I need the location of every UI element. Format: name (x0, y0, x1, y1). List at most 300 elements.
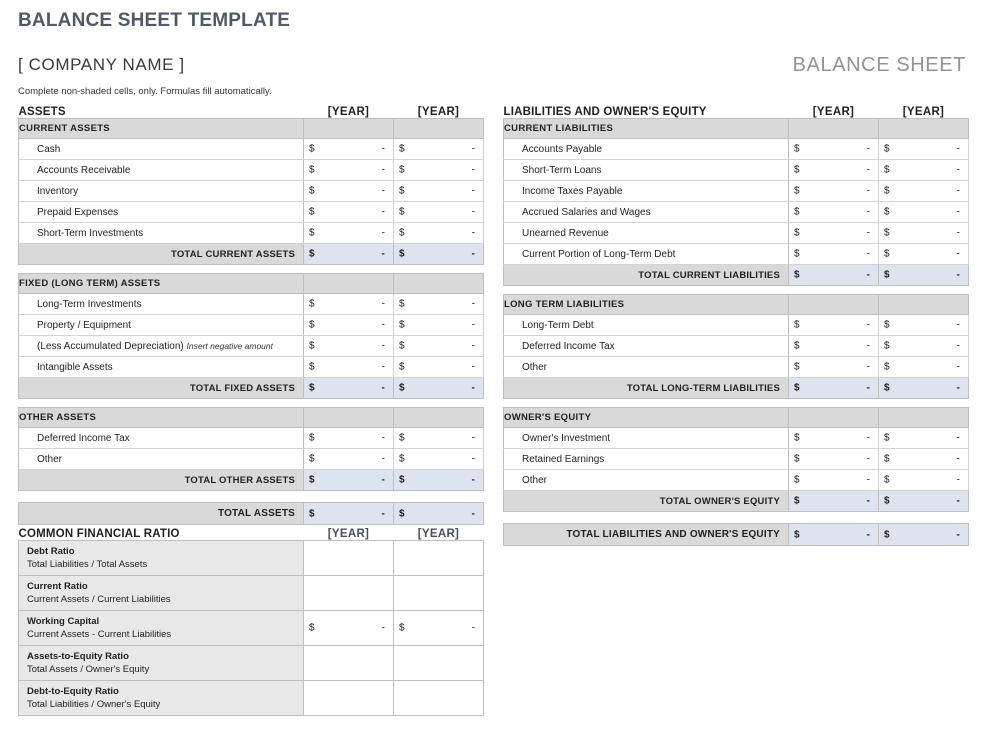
currency-symbol: $ (399, 622, 405, 634)
currency-symbol: $ (309, 319, 315, 331)
ratio-value-year2[interactable] (394, 611, 484, 646)
table-row (504, 244, 969, 265)
amount-value: - (381, 382, 385, 394)
table-row (19, 357, 484, 378)
row-label: Inventory (19, 181, 304, 202)
amount-cell-year1[interactable] (789, 449, 879, 470)
subtotal-row (504, 491, 969, 512)
table-row (19, 315, 484, 336)
amount-cell-year2[interactable] (879, 160, 969, 181)
ratio-formula: Total Liabilities / Owner's Equity (27, 699, 161, 710)
currency-symbol: $ (884, 164, 890, 176)
table-row (504, 449, 969, 470)
amount-cell-year1[interactable] (789, 202, 879, 223)
grand-total-label: TOTAL LIABILITIES AND OWNER'S EQUITY (504, 524, 789, 546)
amount-cell-year1[interactable] (789, 139, 879, 160)
subtotal-label: TOTAL FIXED ASSETS (19, 378, 304, 399)
ratios-heading: COMMON FINANCIAL RATIO (18, 528, 180, 540)
ratio-formula: Current Assets / Current Liabilities (27, 594, 171, 605)
subtotal-row (19, 244, 484, 265)
instructions-note: Complete non-shaded cells, only. Formulas fill automatically. (18, 86, 272, 97)
amount-cell-year2[interactable] (394, 315, 484, 336)
subtotal-year2 (879, 491, 969, 512)
amount-value: - (381, 319, 385, 331)
table-row (19, 202, 484, 223)
currency-symbol: $ (794, 269, 800, 281)
currency-symbol: $ (309, 248, 315, 260)
liabilities-year1-header: [YEAR] (812, 106, 855, 118)
currency-symbol: $ (399, 319, 405, 331)
section-spacer (304, 408, 394, 428)
table-row (19, 336, 484, 357)
currency-symbol: $ (309, 622, 315, 634)
table-row (504, 181, 969, 202)
section-spacer (879, 119, 969, 139)
currency-symbol: $ (309, 382, 315, 394)
amount-value: - (381, 453, 385, 465)
amount-value: - (866, 361, 870, 373)
amount-value: - (956, 432, 960, 444)
ratio-name: Debt-to-Equity Ratio (27, 686, 119, 697)
table-row (504, 223, 969, 244)
ratio-name: Debt Ratio (27, 546, 75, 557)
ratios-header-row (19, 528, 484, 541)
subtotal-label: TOTAL CURRENT LIABILITIES (504, 265, 789, 286)
currency-symbol: $ (884, 474, 890, 486)
amount-value: - (956, 185, 960, 197)
amount-cell-year1[interactable] (789, 244, 879, 265)
table-row (19, 541, 484, 576)
amount-value: - (381, 361, 385, 373)
ratio-formula: Current Assets - Current Liabilities (27, 629, 172, 640)
amount-value: - (956, 495, 960, 507)
amount-cell-year1[interactable] (789, 315, 879, 336)
ratio-name: Current Ratio (27, 581, 88, 592)
ratio-value-year2[interactable] (394, 541, 484, 576)
amount-cell-year1[interactable] (304, 160, 394, 181)
row-spacer (504, 399, 969, 408)
currency-symbol: $ (794, 185, 800, 197)
row-label: Other (504, 357, 789, 378)
amount-cell-year1[interactable] (789, 470, 879, 491)
amount-cell-year1[interactable] (304, 202, 394, 223)
currency-symbol: $ (884, 185, 890, 197)
amount-value: - (471, 227, 475, 239)
total-liabilities-equity-table (503, 523, 969, 546)
amount-value: - (471, 432, 475, 444)
currency-symbol: $ (399, 508, 405, 519)
amount-value: - (866, 319, 870, 331)
currency-symbol: $ (309, 164, 315, 176)
section-title: CURRENT LIABILITIES (504, 119, 789, 139)
amount-cell-year1[interactable] (304, 139, 394, 160)
amount-value: - (471, 206, 475, 218)
currency-symbol: $ (794, 206, 800, 218)
table-row (504, 160, 969, 181)
amount-cell-year1[interactable] (304, 223, 394, 244)
amount-cell-year2[interactable] (394, 181, 484, 202)
currency-symbol: $ (884, 269, 890, 281)
ratios-year2-header: [YEAR] (417, 528, 460, 540)
amount-cell-year1[interactable] (304, 294, 394, 315)
currency-symbol: $ (884, 319, 890, 331)
subtotal-year1 (789, 491, 879, 512)
currency-symbol: $ (794, 361, 800, 373)
currency-symbol: $ (399, 298, 405, 310)
row-label: Deferred Income Tax (504, 336, 789, 357)
row-label: Accounts Payable (504, 139, 789, 160)
section-title: OWNER'S EQUITY (504, 408, 789, 428)
section-spacer (394, 119, 484, 139)
amount-value: - (956, 340, 960, 352)
amount-value: - (866, 474, 870, 486)
assets-year2-header: [YEAR] (417, 106, 460, 118)
table-row (19, 576, 484, 611)
amount-value: - (956, 248, 960, 260)
row-label: Long-Term Debt (504, 315, 789, 336)
currency-symbol: $ (794, 340, 800, 352)
amount-cell-year2[interactable] (879, 244, 969, 265)
section-header-row (504, 295, 969, 315)
currency-symbol: $ (884, 495, 890, 507)
amount-cell-year2[interactable] (394, 139, 484, 160)
grand-total-year2 (879, 524, 969, 546)
table-row (504, 336, 969, 357)
amount-cell-year2[interactable] (394, 223, 484, 244)
amount-value: - (866, 248, 870, 260)
currency-symbol: $ (884, 382, 890, 394)
currency-symbol: $ (884, 453, 890, 465)
subtotal-label: TOTAL CURRENT ASSETS (19, 244, 304, 265)
section-title: CURRENT ASSETS (19, 119, 304, 139)
subtotal-row (19, 470, 484, 491)
ratio-value-year1[interactable] (304, 646, 394, 681)
currency-symbol: $ (309, 143, 315, 155)
amount-cell-year1[interactable] (789, 181, 879, 202)
amount-cell-year2[interactable] (879, 315, 969, 336)
currency-symbol: $ (884, 248, 890, 260)
subtotal-year1 (789, 265, 879, 286)
amount-value: - (471, 164, 475, 176)
amount-value: - (956, 143, 960, 155)
subtotal-year1 (304, 244, 394, 265)
amount-value: - (471, 382, 475, 394)
subtotal-year2 (879, 265, 969, 286)
amount-cell-year2[interactable] (394, 428, 484, 449)
currency-symbol: $ (884, 529, 890, 540)
amount-value: - (866, 382, 870, 394)
currency-symbol: $ (399, 361, 405, 373)
currency-symbol: $ (399, 453, 405, 465)
ratio-value-year1[interactable] (304, 576, 394, 611)
currency-symbol: $ (794, 382, 800, 394)
amount-value: - (381, 340, 385, 352)
amount-cell-year2[interactable] (394, 202, 484, 223)
grand-total-row (19, 503, 484, 525)
amount-cell-year2[interactable] (394, 294, 484, 315)
table-row (504, 315, 969, 336)
amount-value: - (381, 474, 385, 486)
amount-cell-year2[interactable] (394, 336, 484, 357)
liabilities-table (503, 106, 969, 512)
amount-value: - (956, 382, 960, 394)
sheet-label: BALANCE SHEET (792, 54, 966, 76)
ratio-value-year2[interactable] (394, 576, 484, 611)
currency-symbol: $ (309, 361, 315, 373)
amount-value: - (471, 298, 475, 310)
liabilities-header-row (504, 106, 969, 119)
assets-section (18, 106, 483, 525)
amount-cell-year2[interactable] (394, 449, 484, 470)
row-label: Accounts Receivable (19, 160, 304, 181)
subtotal-year2 (394, 470, 484, 491)
assets-year1-header: [YEAR] (327, 106, 370, 118)
currency-symbol: $ (794, 227, 800, 239)
amount-value: - (381, 164, 385, 176)
currency-symbol: $ (794, 164, 800, 176)
section-spacer (304, 119, 394, 139)
row-spacer (19, 399, 484, 408)
section-spacer (879, 295, 969, 315)
amount-cell-year2[interactable] (879, 202, 969, 223)
amount-value: - (956, 361, 960, 373)
ratio-value-year2[interactable] (394, 681, 484, 716)
grand-total-label: TOTAL ASSETS (19, 503, 304, 525)
amount-cell-year2[interactable] (394, 357, 484, 378)
grand-total-row (504, 524, 969, 546)
amount-value: - (956, 474, 960, 486)
section-header-row (504, 408, 969, 428)
table-row (19, 428, 484, 449)
total-assets-table (18, 502, 484, 525)
amount-cell-year1[interactable] (789, 336, 879, 357)
currency-symbol: $ (884, 206, 890, 218)
subtotal-year2 (394, 244, 484, 265)
row-label: Intangible Assets (19, 357, 304, 378)
row-label: Accrued Salaries and Wages (504, 202, 789, 223)
subtotal-label: TOTAL LONG-TERM LIABILITIES (504, 378, 789, 399)
amount-cell-year2[interactable] (879, 223, 969, 244)
row-label: Long-Term Investments (19, 294, 304, 315)
currency-symbol: $ (794, 453, 800, 465)
assets-header-row (19, 106, 484, 119)
subtotal-year1 (304, 470, 394, 491)
amount-value: - (381, 206, 385, 218)
section-spacer (394, 274, 484, 294)
amount-cell-year1[interactable] (789, 160, 879, 181)
amount-cell-year1[interactable] (304, 428, 394, 449)
amount-value: - (471, 508, 475, 519)
amount-value: - (866, 495, 870, 507)
section-spacer (304, 274, 394, 294)
subtotal-year2 (394, 378, 484, 399)
amount-value: - (381, 432, 385, 444)
amount-cell-year2[interactable] (879, 428, 969, 449)
page-title: BALANCE SHEET TEMPLATE (18, 10, 291, 31)
amount-value: - (956, 453, 960, 465)
amount-cell-year2[interactable] (879, 181, 969, 202)
currency-symbol: $ (794, 248, 800, 260)
liabilities-heading: LIABILITIES AND OWNER'S EQUITY (503, 106, 707, 118)
amount-cell-year2[interactable] (394, 160, 484, 181)
ratio-formula: Total Liabilities / Total Assets (27, 559, 148, 570)
amount-value: - (866, 206, 870, 218)
amount-cell-year2[interactable] (879, 139, 969, 160)
amount-value: - (866, 269, 870, 281)
table-row (19, 449, 484, 470)
currency-symbol: $ (309, 227, 315, 239)
currency-symbol: $ (309, 340, 315, 352)
row-label: Retained Earnings (504, 449, 789, 470)
section-title: OTHER ASSETS (19, 408, 304, 428)
financial-ratios-table (18, 528, 484, 716)
amount-cell-year1[interactable] (789, 223, 879, 244)
row-label: Income Taxes Payable (504, 181, 789, 202)
amount-value: - (471, 143, 475, 155)
currency-symbol: $ (309, 453, 315, 465)
amount-cell-year1[interactable] (304, 336, 394, 357)
section-spacer (789, 408, 879, 428)
amount-value: - (381, 143, 385, 155)
row-label: Short-Term Investments (19, 223, 304, 244)
currency-symbol: $ (309, 474, 315, 486)
amount-value: - (471, 361, 475, 373)
amount-value: - (866, 432, 870, 444)
amount-value: - (471, 453, 475, 465)
table-row (504, 139, 969, 160)
grand-total-year1 (304, 503, 394, 525)
subtotal-row (19, 378, 484, 399)
amount-cell-year1[interactable] (789, 357, 879, 378)
currency-symbol: $ (399, 185, 405, 197)
amount-cell-year1[interactable] (304, 181, 394, 202)
amount-value: - (956, 206, 960, 218)
subtotal-row (504, 265, 969, 286)
company-name[interactable]: [ COMPANY NAME ] (18, 55, 185, 74)
currency-symbol: $ (309, 206, 315, 218)
amount-value: - (471, 248, 475, 260)
grand-total-year2 (394, 503, 484, 525)
grand-total-year1 (789, 524, 879, 546)
table-row (19, 611, 484, 646)
currency-symbol: $ (794, 474, 800, 486)
currency-symbol: $ (794, 319, 800, 331)
section-spacer (394, 408, 484, 428)
currency-symbol: $ (884, 227, 890, 239)
ratio-label (19, 681, 304, 716)
amount-cell-year2[interactable] (879, 336, 969, 357)
row-label: Short-Term Loans (504, 160, 789, 181)
row-label: Prepaid Expenses (19, 202, 304, 223)
currency-symbol: $ (399, 382, 405, 394)
currency-symbol: $ (309, 508, 315, 519)
ratio-formula: Total Assets / Owner's Equity (27, 664, 150, 675)
amount-value: - (866, 453, 870, 465)
amount-value: - (471, 622, 475, 634)
row-label: Unearned Revenue (504, 223, 789, 244)
amount-value: - (866, 185, 870, 197)
amount-value: - (866, 143, 870, 155)
amount-value: - (381, 298, 385, 310)
table-row (19, 681, 484, 716)
amount-cell-year2[interactable] (879, 449, 969, 470)
amount-cell-year1[interactable] (304, 315, 394, 336)
row-spacer (504, 286, 969, 295)
section-title: LONG TERM LIABILITIES (504, 295, 789, 315)
table-row (19, 181, 484, 202)
currency-symbol: $ (884, 340, 890, 352)
amount-value: - (956, 227, 960, 239)
liabilities-year2-header: [YEAR] (902, 106, 945, 118)
currency-symbol: $ (399, 164, 405, 176)
row-label: Deferred Income Tax (19, 428, 304, 449)
subtotal-row (504, 378, 969, 399)
row-label-hint: Insert negative amount (186, 340, 274, 351)
currency-symbol: $ (884, 361, 890, 373)
row-label: Cash (19, 139, 304, 160)
ratio-value-year1[interactable] (304, 611, 394, 646)
amount-cell-year1[interactable] (304, 449, 394, 470)
table-row (19, 160, 484, 181)
currency-symbol: $ (794, 143, 800, 155)
amount-value: - (956, 164, 960, 176)
table-row (504, 470, 969, 491)
currency-symbol: $ (884, 432, 890, 444)
currency-symbol: $ (399, 227, 405, 239)
row-label: Current Portion of Long-Term Debt (504, 244, 789, 265)
amount-cell-year1[interactable] (789, 428, 879, 449)
ratio-label (19, 646, 304, 681)
section-header-row (19, 408, 484, 428)
financial-ratios-section (18, 528, 483, 716)
amount-value: - (471, 185, 475, 197)
currency-symbol: $ (794, 495, 800, 507)
currency-symbol: $ (884, 143, 890, 155)
amount-value: - (956, 269, 960, 281)
section-header-row (504, 119, 969, 139)
section-header-row (19, 119, 484, 139)
section-header-row (19, 274, 484, 294)
row-spacer (19, 265, 484, 274)
table-row (19, 223, 484, 244)
ratio-label (19, 611, 304, 646)
currency-symbol: $ (399, 248, 405, 260)
ratio-value-year1[interactable] (304, 681, 394, 716)
amount-cell-year1[interactable] (304, 357, 394, 378)
currency-symbol: $ (309, 298, 315, 310)
section-spacer (789, 295, 879, 315)
assets-table (18, 106, 484, 491)
currency-symbol: $ (399, 432, 405, 444)
ratio-value-year2[interactable] (394, 646, 484, 681)
amount-value: - (956, 319, 960, 331)
table-row (504, 357, 969, 378)
subtotal-year2 (879, 378, 969, 399)
currency-symbol: $ (794, 529, 800, 540)
amount-cell-year2[interactable] (879, 357, 969, 378)
amount-value: - (956, 529, 960, 540)
amount-value: - (471, 474, 475, 486)
table-row (504, 428, 969, 449)
subtotal-label: TOTAL OWNER'S EQUITY (504, 491, 789, 512)
section-title: FIXED (LONG TERM) ASSETS (19, 274, 304, 294)
row-label: Other (504, 470, 789, 491)
section-spacer (879, 408, 969, 428)
amount-cell-year2[interactable] (879, 470, 969, 491)
ratio-value-year1[interactable] (304, 541, 394, 576)
row-label (19, 336, 304, 357)
subtotal-label: TOTAL OTHER ASSETS (19, 470, 304, 491)
